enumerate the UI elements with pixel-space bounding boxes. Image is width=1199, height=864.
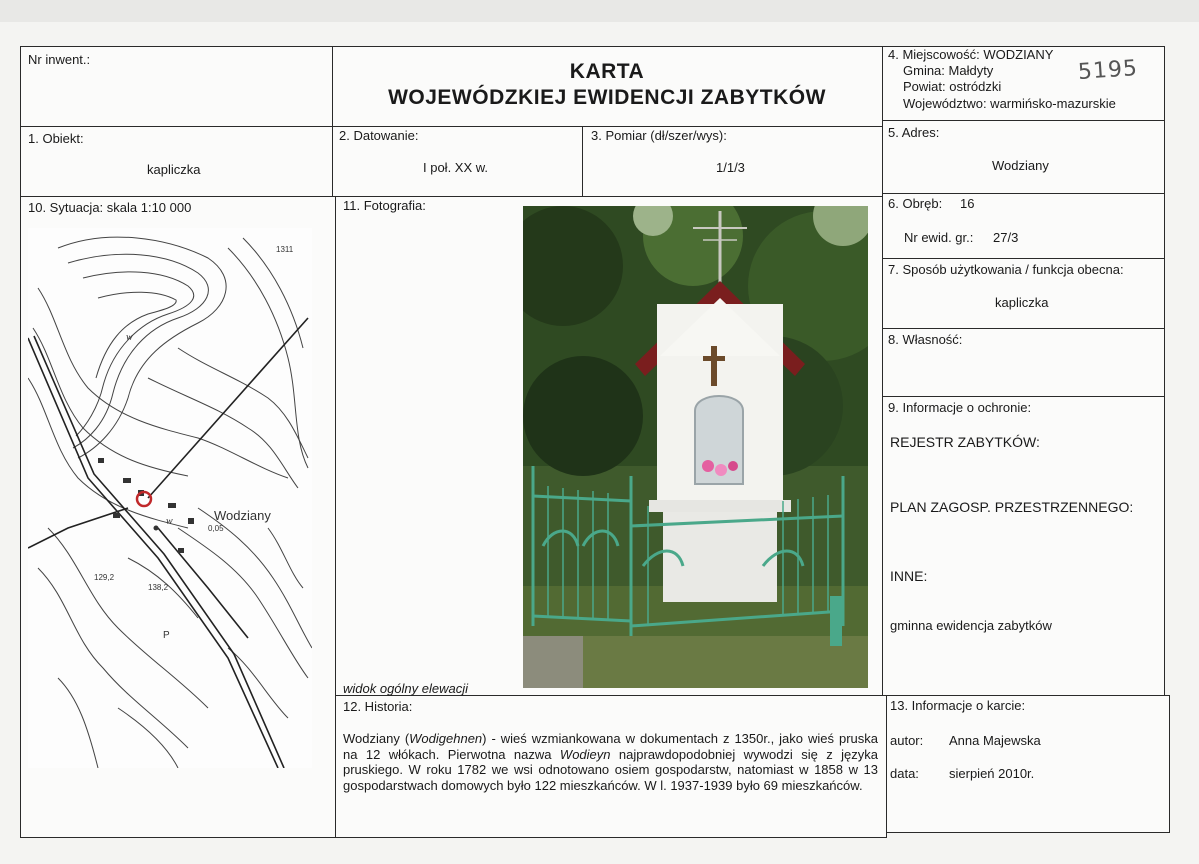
rejestr-label: REJESTR ZABYTKÓW: [890, 434, 1040, 450]
map-label-p: P [163, 630, 170, 641]
topographic-map-drawing [28, 228, 312, 768]
map-spot-height-2: 129,2 [94, 573, 115, 582]
sytuacja-label: 10. Sytuacja: skala 1:10 000 [28, 200, 192, 215]
nr-ewid-label: Nr ewid. gr.: [904, 230, 974, 245]
obiekt-value: kapliczka [147, 162, 201, 177]
history-text [343, 731, 878, 793]
obreb-label: 6. Obręb: [888, 196, 943, 211]
nr-ewid-value: 27/3 [993, 230, 1019, 245]
map-spot-height-1: 138,2 [148, 583, 169, 592]
data-label: data: [890, 766, 919, 781]
sposob-value: kapliczka [995, 295, 1049, 310]
card-title: KARTA [569, 60, 645, 83]
wlasnosc-label: 8. Własność: [888, 332, 963, 347]
datowanie-label: 2. Datowanie: [339, 128, 419, 143]
autor-label: autor: [890, 733, 924, 748]
obreb-value: 16 [960, 196, 975, 211]
plan-label: PLAN ZAGOSP. PRZESTRZENNEGO: [890, 499, 1134, 515]
pomiar-value: 1/1/3 [716, 160, 745, 175]
powiat-text: Powiat: ostródzki [903, 79, 1002, 94]
map-label-w2: w [166, 516, 173, 527]
gminna-value: gminna ewidencja zabytków [890, 618, 1052, 633]
chapel-photo [523, 206, 868, 688]
location-label: 4. Miejscowość: WODZIANY [888, 47, 1054, 62]
history-part-3: najprawdopodobniej wywodzi się z języka pruskiego. W roku 1782 we wsi odnotowano osiem gospodarstw, natomiast w 1858 w 13 gospodarstwach domowych było 122 mieszkańców. W l. 1937-1939 było 69 mieszkańców. [343, 746, 878, 793]
adres-value: Wodziany [992, 158, 1049, 173]
wojewodztwo-text: Województwo: warmińsko-mazurskie [903, 96, 1116, 111]
history-original-name: Wodieyn [559, 746, 611, 762]
historia-label: 12. Historia: [343, 699, 413, 714]
inventory-label: Nr inwent.: [28, 52, 91, 67]
map-spot-height-3: 0,05 [208, 524, 224, 533]
map-label-w1: w [126, 332, 133, 343]
card-subtitle: WOJEWÓDZKIEJ EWIDENCJI ZABYTKÓW [388, 86, 826, 109]
map-spot-height-4: 1311 [276, 245, 294, 254]
autor-value: Anna Majewska [949, 733, 1041, 748]
datowanie-value: I poł. XX w. [423, 160, 489, 175]
history-part-1: Wodziany ( [343, 731, 410, 746]
situation-map [28, 228, 312, 768]
sposob-label: 7. Sposób użytkowania / funkcja obecna: [888, 262, 1124, 277]
karta-cell [882, 695, 1170, 833]
handwritten-number: 5195 [1077, 55, 1139, 86]
scan-edge [0, 0, 1199, 22]
history-part-2: ) - wieś wzmiankowana w dokumentach z 1350r., jako wieś pruska na 12 włókach. Pierwotna nazwa [343, 731, 878, 762]
fotografia-label: 11. Fotografia: [343, 198, 426, 213]
adres-label: 5. Adres: [888, 125, 940, 140]
inne-label: INNE: [890, 568, 928, 584]
karta-label: 13. Informacje o karcie: [890, 698, 1026, 713]
wayside-shrine-photo [523, 206, 868, 688]
data-value: sierpień 2010r. [949, 766, 1035, 781]
pomiar-label: 3. Pomiar (dł/szer/wys): [591, 128, 727, 143]
gmina-text: Gmina: Małdyty [903, 63, 994, 78]
obiekt-label: 1. Obiekt: [28, 131, 84, 146]
ochrona-label: 9. Informacje o ochronie: [888, 400, 1032, 415]
map-village-label: Wodziany [214, 508, 271, 523]
history-old-name: Wodigehnen [409, 731, 483, 746]
photo-caption: widok ogólny elewacji [343, 681, 469, 696]
